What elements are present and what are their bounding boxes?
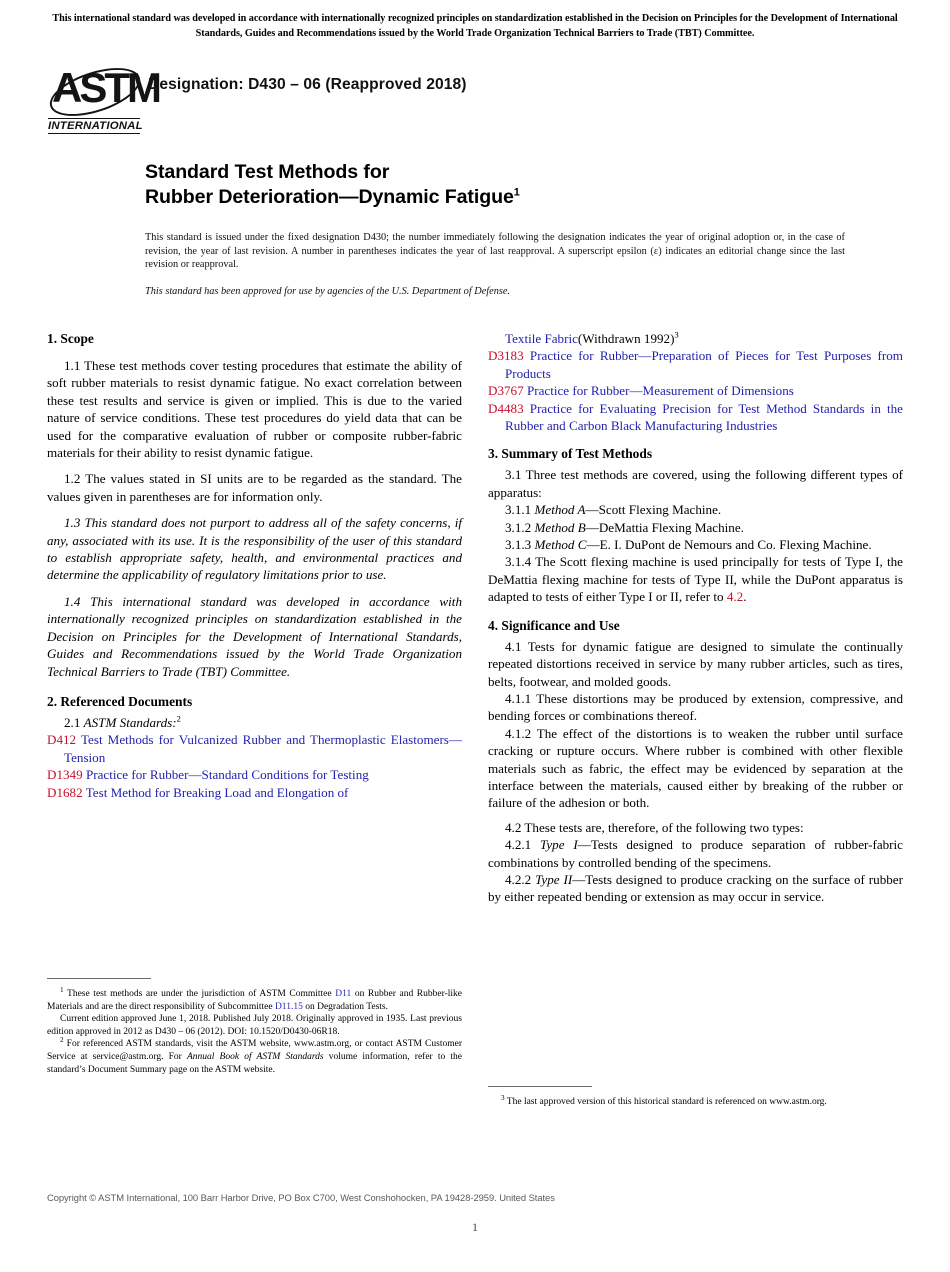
section-heading-referenced-documents: 2. Referenced Documents bbox=[47, 693, 193, 709]
astm-logo bbox=[48, 64, 159, 136]
type-name: Type I bbox=[540, 837, 578, 853]
reference-D3183[interactable] bbox=[488, 347, 903, 382]
para-text-post: . bbox=[743, 589, 747, 605]
method-name: Method B bbox=[534, 519, 586, 535]
reference-id[interactable]: D1682 bbox=[47, 784, 83, 800]
doc-title-line2: Rubber Deterioration—Dynamic Fatigue bbox=[145, 186, 514, 208]
footnotes-left bbox=[47, 978, 462, 1076]
publication-name: Annual Book of ASTM Standards bbox=[186, 1051, 324, 1062]
section-heading-summary: 3. Summary of Test Methods bbox=[488, 446, 653, 462]
para-3-1-3 bbox=[488, 536, 903, 553]
committee-link-D11[interactable]: D11 bbox=[335, 989, 352, 999]
para-4-1-2: 4.1.2 The effect of the distortions is to weaken the rubber until surface cracking or rupture occurs. Where rubber is combined with other flexible materials such as fabric, the effect may be evidenced by separation at the interface between the materials, caused either by breaking of the rubber or failure of the adhesion or both. bbox=[488, 725, 903, 811]
footnote-2 bbox=[47, 1038, 462, 1076]
para-1-4: 1.4 This international standard was developed in accordance with internationally recognized principles on standardization established in the Decision on Principles for the Development of International Standards, Guides and Recommendations issued by the World Trade Organization Technical Barriers to Trade (TBT) Committee. bbox=[47, 593, 462, 679]
astm-logo-wordmark: INTERNATIONAL bbox=[48, 120, 143, 132]
left-column bbox=[47, 330, 462, 801]
para-num: 3.1.2 bbox=[505, 519, 535, 535]
reference-D1682[interactable] bbox=[47, 784, 462, 801]
para-3-1-2 bbox=[488, 519, 903, 536]
footnote-separator-rule bbox=[47, 978, 151, 979]
reference-title[interactable]: Practice for Rubber—Measurement of Dimensions bbox=[526, 383, 794, 399]
reference-title[interactable]: Test Methods for Vulcanized Rubber and Thermoplastic Elastomers—Tension bbox=[64, 732, 462, 765]
footnote-marker: 3 bbox=[501, 1093, 505, 1102]
tbt-notice: This international standard was developed in accordance with internationally recognized principles on standardization established in the Decision on Principles for the Development of International Standards, Guides and Recommendations issued by the World Trade Organization Technical Barriers to Trade (TBT) Committee. bbox=[52, 13, 898, 39]
footnote-text-mid: on Rubber and Rubber-like Materials and are the direct responsibility of Subcommittee bbox=[47, 989, 462, 1012]
para-1-1: 1.1 These test methods cover testing procedures that estimate the ability of soft rubber materials to resist dynamic fatigue. No exact correlation between these test results and service is given or implied. This is due to the varied nature of service conditions. These test procedures do yield data that can be used for the comparative evaluation of rubber or composite rubber-fabric materials for their ability to resist dynamic fatigue. bbox=[47, 358, 462, 461]
type-name: Type II bbox=[535, 871, 573, 887]
footnote-edition-info: Current edition approved June 1, 2018. Published July 2018. Originally approved in 1935. Last previous edition approved in 2012 as D430 – 06 (2012). DOI: 10.1520/D0430-06R18. bbox=[47, 1014, 462, 1037]
footnote-marker: 2 bbox=[60, 1036, 64, 1045]
para-4-1-1: 4.1.1 These distortions may be produced by extension, compressive, and bending forces or combinations thereof. bbox=[488, 690, 903, 724]
astm-standards-label: 2.1 ASTM Standards:$^2$ bbox=[64, 714, 181, 730]
dod-approval-note: This standard has been approved for use by agencies of the U.S. Department of Defense. bbox=[145, 285, 511, 297]
reference-id[interactable]: D3767 bbox=[488, 383, 524, 399]
footnote-3 bbox=[488, 1093, 903, 1109]
para-num: 3.1.3 bbox=[505, 537, 535, 553]
para-4-2-1 bbox=[488, 836, 903, 871]
reference-D4483[interactable] bbox=[488, 400, 903, 435]
footnote-text-pre: For referenced ASTM standards, visit the ASTM website, www.astm.org, or contact ASTM Customer Service at service@astm.org. For bbox=[47, 1039, 462, 1062]
designation-label: Designation: D430 – 06 (Reapproved 2018) bbox=[148, 76, 467, 93]
para-num: 4.2.2 bbox=[505, 871, 536, 887]
doc-title-line1: Standard Test Methods for bbox=[145, 161, 390, 183]
method-desc: —E. I. DuPont de Nemours and Co. Flexing Machine. bbox=[586, 537, 872, 553]
para-3-1: 3.1 Three test methods are covered, using the following different types of apparatus: bbox=[488, 467, 903, 500]
astm-logo-letters: ASTM bbox=[52, 64, 159, 111]
reference-id[interactable]: D3183 bbox=[488, 348, 524, 364]
footnote-text: The last approved version of this historical standard is referenced on www.astm.org. bbox=[504, 1097, 827, 1107]
reference-title[interactable]: Practice for Evaluating Precision for Test Method Standards in the Rubber and Carbon Black Manufacturing Industries bbox=[505, 400, 903, 434]
para-4-2-2 bbox=[488, 871, 903, 906]
reference-title[interactable]: Practice for Rubber—Standard Conditions for Testing bbox=[85, 767, 369, 783]
title-block bbox=[145, 160, 845, 298]
reference-D1682-continuation[interactable] bbox=[488, 330, 903, 347]
para-num: 4.2.1 bbox=[505, 837, 541, 853]
para-3-1-4 bbox=[488, 553, 903, 605]
reference-id[interactable]: D1349 bbox=[47, 767, 83, 783]
reference-title[interactable]: Test Method for Breaking Load and Elongation of bbox=[85, 784, 349, 800]
reference-title-continuation[interactable]: Textile Fabric bbox=[505, 331, 578, 346]
para-num: 3.1.1 bbox=[505, 502, 535, 518]
para-1-3: 1.3 This standard does not purport to address all of the safety concerns, if any, associated with its use. It is the responsibility of the user of this standard to establish appropriate safety, health, and environmental practices and determine the applicability of regulatory limitations prior to use. bbox=[47, 515, 462, 583]
page-number: 1 bbox=[472, 1222, 478, 1234]
copyright-notice: Copyright © ASTM International, 100 Barr Harbor Drive, PO Box C700, West Conshohocken, PA 19428-2959. United States bbox=[47, 1192, 555, 1203]
astm-standards-footnote-marker: 2 bbox=[176, 714, 181, 724]
subcommittee-link-D11-15[interactable]: D11.15 bbox=[274, 1001, 303, 1012]
reference-id[interactable]: D412 bbox=[47, 732, 77, 748]
method-desc: —DeMattia Flexing Machine. bbox=[585, 519, 744, 535]
section-heading-scope: 1. Scope bbox=[47, 331, 94, 346]
reference-D1349[interactable] bbox=[47, 766, 462, 783]
para-1-2: 1.2 The values stated in SI units are to be regarded as the standard. The values given in parentheses are for information only. bbox=[47, 471, 462, 504]
page-title bbox=[145, 160, 845, 210]
para-4-2: 4.2 These tests are, therefore, of the following two types: bbox=[505, 819, 804, 835]
type-desc: —Tests designed to produce separation of rubber-fabric combinations by controlled bending of the specimens. bbox=[488, 837, 903, 870]
reference-title[interactable]: Practice for Rubber—Preparation of Pieces for Test Purposes from Products bbox=[505, 348, 903, 381]
section-heading-significance: 4. Significance and Use bbox=[488, 617, 620, 633]
method-name: Method A bbox=[534, 502, 586, 518]
issue-note: This standard is issued under the fixed designation D430; the number immediately following the designation indicates the year of original adoption or, in the case of revision, the year of last revision. A number in parentheses indicates the year of last reapproval. A superscript epsilon (ε) indicates an editorial change since the last revision or reapproval. bbox=[145, 232, 845, 271]
reference-footnote-marker: 3 bbox=[674, 330, 679, 340]
footnote-separator-rule bbox=[488, 1086, 592, 1087]
reference-D412[interactable] bbox=[47, 731, 462, 766]
title-footnote-marker: 1 bbox=[513, 186, 520, 199]
footnote-text-pre: These test methods are under the jurisdiction of ASTM Committee bbox=[63, 989, 336, 999]
reference-D3767[interactable] bbox=[488, 382, 903, 399]
footnote-1 bbox=[47, 985, 462, 1013]
footnote-marker: 1 bbox=[60, 985, 64, 994]
method-name: Method C bbox=[534, 537, 587, 553]
footnote-text-post: on Degradation Tests. bbox=[302, 1001, 388, 1012]
footnotes-right bbox=[488, 1086, 903, 1109]
astm-logo-mark bbox=[48, 64, 159, 120]
para-text-pre: 3.1.4 The Scott flexing machine is used principally for tests of Type I, the DeMattia flexing machine for tests of Type II, while the DuPont apparatus is adapted to tests of either Type I or II, refer to bbox=[488, 554, 903, 605]
reference-withdrawn-suffix: (Withdrawn 1992) bbox=[577, 331, 675, 346]
reference-id[interactable]: D4483 bbox=[488, 400, 524, 416]
cross-reference-4-2[interactable]: 4.2 bbox=[726, 589, 744, 605]
para-4-1: 4.1 Tests for dynamic fatigue are designed to simulate the continually repeated distortions received in service by many rubber articles, such as tires, belts, footwear, and molded goods. bbox=[488, 638, 903, 689]
type-desc: —Tests designed to produce cracking on the surface of rubber by either repeated bending or extension as may occur in service. bbox=[488, 871, 903, 905]
para-3-1-1 bbox=[488, 501, 903, 518]
footnote-text-post: volume information, refer to the standard’s Document Summary page on the ASTM website. bbox=[47, 1051, 462, 1075]
method-desc: —Scott Flexing Machine. bbox=[585, 502, 722, 518]
right-column bbox=[488, 330, 903, 906]
